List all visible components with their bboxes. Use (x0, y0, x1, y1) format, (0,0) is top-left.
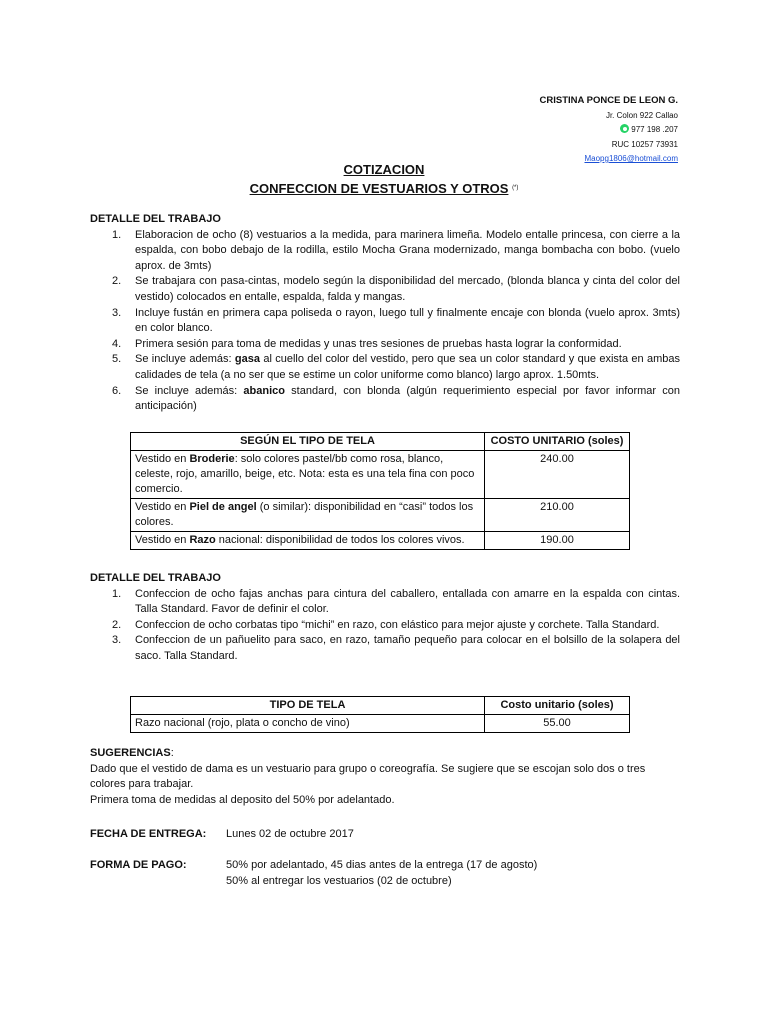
list-item: 4. Primera sesión para toma de medidas y unas tres sesiones de pruebas hasta lograr la conformidad. (112, 337, 622, 350)
suggestions-section (90, 746, 680, 808)
delivery-label: FECHA DE ENTREGA: (90, 828, 207, 840)
table-cell-cost: 240.00 (485, 451, 630, 499)
tie-price-table (130, 696, 630, 733)
list-item: 3. Confeccion de un pañuelito para saco, en razo, tamaño pequeño para colocar en el bolsillo de la solapera del saco. Talla Standard. (112, 634, 680, 662)
document-title (0, 162, 768, 177)
table-row (131, 715, 630, 733)
work-list-1 (90, 228, 680, 415)
table-header: Costo unitario (soles) (485, 697, 630, 715)
table-header: TIPO DE TELA (131, 697, 485, 715)
payment-line: 50% por adelantado, 45 dias antes de la entrega (17 de agosto) (226, 859, 538, 871)
sender-ruc: RUC 10257 73931 (611, 139, 678, 149)
table-cell: Razo nacional (rojo, plata o concho de vino) (131, 715, 485, 733)
table-row (131, 499, 630, 532)
table-row (131, 532, 630, 550)
list-item: 6. Se incluye además: abanico standard, con blonda (algún requerimiento especial por favor informar con anticipación) (112, 384, 680, 413)
fabric-price-table-wrap (130, 432, 630, 550)
suggestions-text: Dado que el vestido de dama es un vestuario para grupo o coreografía. Se sugiere que se escojan solo dos o tres colores para trabajar. (90, 762, 646, 791)
footnote-mark: (*) (512, 185, 519, 191)
table-cell: Vestido en Piel de angel (o similar): disponibilidad en “casi” todos los colores. (131, 499, 485, 532)
payment-label: FORMA DE PAGO: (90, 859, 187, 871)
sender-name: CRISTINA PONCE DE LEON G. (539, 95, 678, 106)
table-row (131, 451, 630, 499)
delivery-section (90, 827, 680, 843)
document-subtitle (0, 181, 768, 196)
list-item: 2. Confeccion de ocho corbatas tipo “michi” en razo, con elástico para mejor ajuste y corchete. Talla Standard. (112, 618, 660, 631)
payment-section (90, 858, 680, 889)
list-item: 1. Confeccion de ocho fajas anchas para cintura del caballero, entallada con amarre en la espalda con cintas. Talla Standard. Favor de definir el color. (112, 587, 680, 616)
section-heading: DETALLE DEL TRABAJO (90, 572, 221, 584)
list-item: 1. Elaboracion de ocho (8) vestuarios a la medida, para marinera limeña. Modelo entalle princesa, con cierre a la espalda, con bobo debajo de la rodilla, estilo Mocha Grana modernizado, manga bombacha con bobo. (vuelo aprox. de 3mts) (112, 228, 680, 272)
suggestions-heading: SUGERENCIAS: (90, 747, 174, 759)
table-cell: Vestido en Razo nacional: disponibilidad de todos los colores vivos. (131, 532, 485, 550)
table-cell: Vestido en Broderie: solo colores pastel/bb como rosa, blanco, celeste, rojo, amarillo, beige, etc. Nota: esta es una tela fina con poco comercio. (131, 451, 485, 499)
sender-header (540, 94, 678, 167)
delivery-date: Lunes 02 de octubre 2017 (226, 828, 354, 840)
phone-number: 977 198 .207 (631, 125, 678, 134)
table-cell-cost: 210.00 (485, 499, 630, 532)
list-item: 5. Se incluye además: gasa al cuello del color del vestido, pero que sea un color standard y que exista en ambas calidades de tela (a no ser que se estime un color uniforme como blanco) largo aprox. 1.50mts. (112, 353, 680, 381)
table-cell-cost: 55.00 (485, 715, 630, 733)
sender-phone (540, 123, 678, 138)
table-header-row (131, 697, 630, 715)
table-cell-cost: 190.00 (485, 532, 630, 550)
sender-email-link[interactable]: Maopg1806@hotmail.com (584, 154, 678, 163)
sender-address: Jr. Colon 922 Callao (605, 110, 678, 120)
subtitle-text: CONFECCION DE VESTUARIOS Y OTROS (249, 181, 509, 196)
section-detalle-1 (90, 212, 680, 415)
work-list-2 (90, 587, 680, 665)
section-heading: DETALLE DEL TRABAJO (90, 213, 221, 225)
table-header-row (131, 433, 630, 451)
table-header: SEGÚN EL TIPO DE TELA (131, 433, 485, 451)
suggestions-text-2: Primera toma de medidas al deposito del 50% por adelantado. (90, 793, 395, 806)
section-detalle-2 (90, 571, 680, 665)
whatsapp-icon (620, 124, 629, 133)
title-cotizacion: COTIZACION (343, 162, 425, 177)
tie-price-table-wrap (130, 696, 630, 733)
payment-line: 50% al entregar los vestuarios (02 de octubre) (226, 874, 452, 887)
list-item: 3. Incluye fustán en primera capa poliseda o rayon, luego tull y finalmente encaje con blonda (vuelo aprox. 3mts) en color blanco. (112, 306, 680, 335)
fabric-price-table (130, 432, 630, 550)
list-item: 2. Se trabajara con pasa-cintas, modelo según la disponibilidad del mercado, (blonda blanca y cinta del color del vestido) colocados en entalle, espalda, falda y mangas. (112, 275, 680, 303)
table-header: COSTO UNITARIO (soles) (485, 433, 630, 451)
